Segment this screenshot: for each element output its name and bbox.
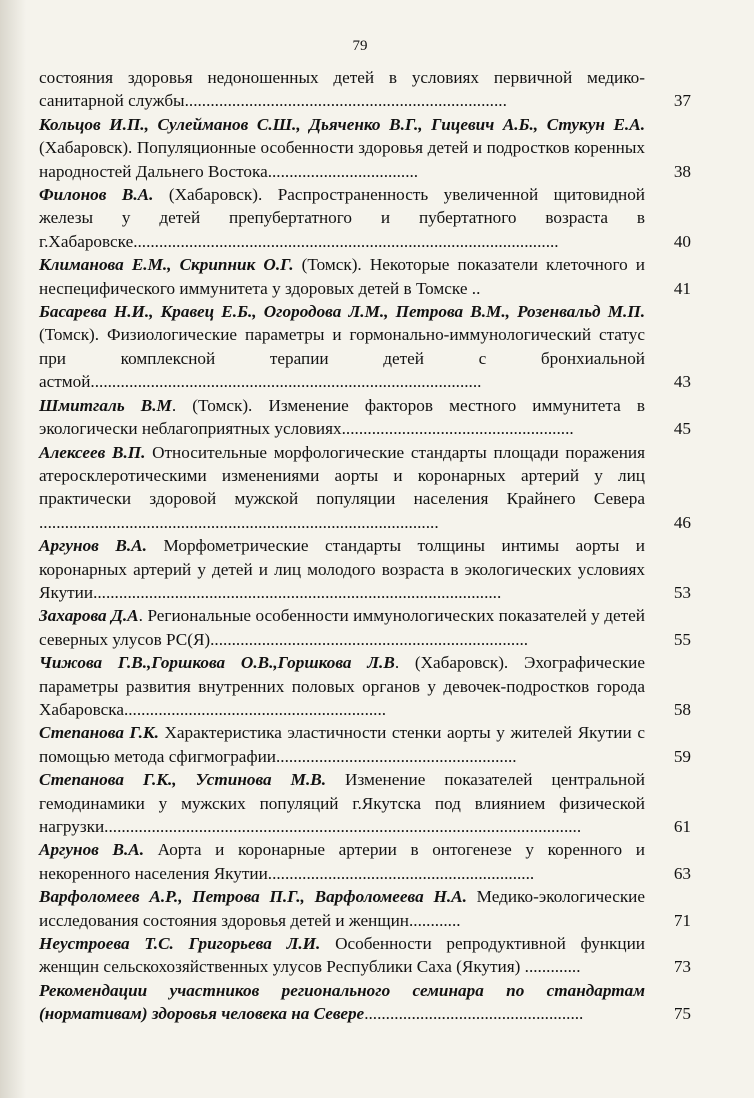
entry-title: Особенности репродуктивной функции женщин сельскохозяйственных улусов Республики Саха (Якутия) .............: [39, 934, 645, 977]
entry-page-number: 58: [673, 699, 691, 719]
entry-authors: Кольцов И.П., Сулейманов С.Ш., Дьяченко В.Г., Гицевич А.Б., Стукун Е.А.: [39, 114, 645, 134]
entry-page-number: 53: [673, 582, 691, 602]
entry-title: Аорта и коронарные артерии в онтогенезе у коренного и некоренного населения Якутии..............................................................: [39, 840, 645, 883]
entry-title: (Хабаровск). Популяционные особенности здоровья детей и подростков коренных народностей Дальнего Востока...................................: [39, 138, 645, 181]
toc-entry: [39, 604, 691, 651]
entry-authors: Варфоломеев А.Р., Петрова П.Г., Варфоломеева Н.А.: [39, 887, 467, 907]
toc-entry: [39, 441, 691, 535]
entry-title: . (Томск). Изменение факторов местного иммунитета в экологически неблагоприятных условиях......................................................: [39, 395, 645, 439]
entry-authors: Чижова Г.В.,Горшкова О.В.,Горшкова Л.В: [39, 653, 395, 673]
entry-page-number: 73: [673, 957, 691, 977]
entry-authors: Алексеев В.П.: [39, 442, 146, 462]
toc-entry: [39, 651, 691, 721]
entry-title: (Томск). Некоторые показатели клеточного и неспецифического иммунитета у здоровых детей в Томске ..: [39, 255, 645, 298]
toc-entry: [39, 721, 691, 768]
toc-entry: [39, 838, 691, 885]
toc-entry: [39, 534, 691, 604]
entry-authors: Степанова Г.К.: [39, 723, 159, 743]
table-of-contents: [39, 66, 691, 1026]
toc-entry: [39, 932, 691, 979]
page-number: 79: [352, 38, 368, 54]
entry-authors: Неустроева Т.С. Григорьева Л.И.: [39, 934, 321, 954]
entry-title: (Томск). Физиологические параметры и гормонально-иммунологический статус при комплексной терапии детей с бронхиальной астмой...........................................................................................: [39, 325, 645, 392]
toc-entry: [39, 113, 691, 183]
entry-page-number: 46: [673, 512, 691, 532]
toc-entry: [39, 66, 691, 113]
recommendations-page-number: 75: [673, 1004, 691, 1024]
entry-title: . (Хабаровск). Эхографические параметры развития внутренних половых органов у девочек-подростков города Хабаровска.............................................................: [39, 653, 645, 719]
entry-page-number: 40: [673, 231, 691, 251]
toc-entry: [39, 300, 691, 394]
toc-entry: [39, 885, 691, 932]
recommendations-title: Рекомендации участников регионального семинара по стандартам (нормативам) здоровья человека на Севере: [39, 980, 645, 1024]
entry-authors: Аргунов В.А.: [39, 536, 147, 556]
entry-page-number: 61: [673, 817, 691, 836]
entry-title: Изменение показателей центральной гемодинамики у мужских популяций г.Якутска под влиянием физической нагрузки...............................................................................................................: [39, 770, 645, 836]
entry-page-number: 41: [673, 278, 691, 298]
toc-entry-recommendations: [39, 979, 691, 1026]
entry-page-number: 55: [673, 629, 691, 649]
entry-title: (Хабаровск). Распространенность увеличенной щитовидной железы у детей препубертатного и пубертатного возраста в г.Хабаровске...................................................................................................: [39, 185, 645, 251]
toc-entry: [39, 394, 691, 441]
recommendations-leader-dots: ...................................................: [364, 1004, 584, 1024]
page-edge-shadow: [0, 0, 26, 1098]
entry-authors: Степанова Г.К., Устинова М.В.: [39, 770, 327, 790]
entry-page-number: 63: [673, 863, 691, 883]
entry-page-number: 38: [673, 161, 691, 181]
toc-entry: [39, 768, 691, 838]
entry-page-number: 71: [673, 910, 691, 930]
entry-authors: Захарова Д.А: [39, 606, 139, 626]
toc-entry: [39, 183, 691, 253]
entry-title: состояния здоровья недоношенных детей в условиях первичной медико-санитарной службы...........................................................................: [39, 68, 645, 111]
entry-title: Морфометрические стандарты толщины интимы аорты и коронарных артерий у детей и лиц молодого возраста в экологических условиях Якутии...............................................................................................: [39, 536, 645, 602]
entry-page-number: 43: [673, 372, 691, 392]
entry-authors: Шмитгаль В.М: [39, 395, 172, 415]
entry-page-number: 37: [673, 91, 691, 111]
toc-entry: [39, 253, 691, 300]
entry-title: Медико-экологические исследования состояния здоровья детей и женщин............: [39, 887, 645, 930]
entry-title: . Региональные особенности иммунологических показателей у детей северных улусов РС(Я)..........................................................................: [39, 606, 645, 649]
entry-authors: Климанова Е.М., Скрипник О.Г.: [39, 255, 294, 275]
entry-page-number: 59: [673, 746, 691, 766]
entry-authors: Басарева Н.И., Кравец Е.Б., Огородова Л.М., Петрова В.М., Розенвальд М.П.: [39, 302, 645, 322]
entry-authors: Аргунов В.А.: [39, 840, 145, 860]
entry-title: Характеристика эластичности стенки аорты у жителей Якутии с помощью метода сфигмографии........................................................: [39, 723, 645, 766]
entry-page-number: 45: [673, 419, 691, 439]
entry-title: Относительные морфологические стандарты площади поражения атеросклеротическими изменениями аорты и коронарных артерий у лиц практически здоровой мужской популяции населения Крайнего Севера .............................................................................................: [39, 442, 645, 532]
entry-authors: Филонов В.А.: [39, 185, 154, 205]
